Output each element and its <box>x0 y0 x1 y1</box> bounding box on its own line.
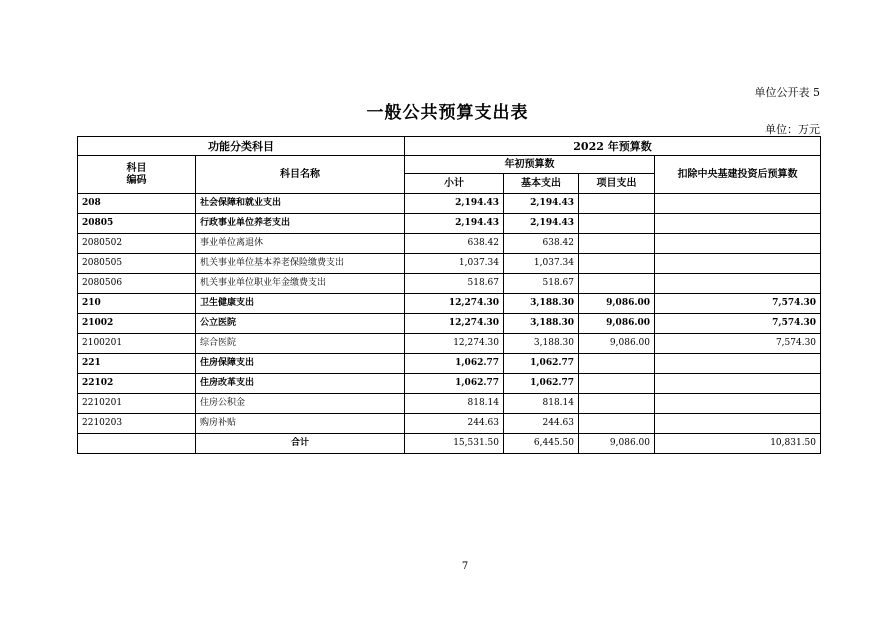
row-subtotal: 12,274.30 <box>405 294 504 314</box>
page-title: 一般公共预算支出表 <box>366 103 529 123</box>
subtotal-column-header: 小计 <box>405 174 504 194</box>
table-row <box>78 354 821 374</box>
total-deduct: 10,831.50 <box>655 434 821 454</box>
row-basic: 638.42 <box>504 234 579 254</box>
total-row <box>78 434 821 454</box>
code-column-header <box>78 156 196 194</box>
row-code: 21002 <box>78 314 196 334</box>
row-basic: 3,188.30 <box>504 334 579 354</box>
total-code-cell <box>78 434 196 454</box>
row-project <box>579 374 655 394</box>
code-header-line1: 科目 <box>126 162 147 174</box>
row-project <box>579 274 655 294</box>
row-name: 事业单位离退休 <box>196 234 405 254</box>
row-project: 9,086.00 <box>579 334 655 354</box>
row-subtotal: 1,062.77 <box>405 354 504 374</box>
basic-column-header: 基本支出 <box>504 174 579 194</box>
row-code: 2210203 <box>78 414 196 434</box>
project-column-header: 项目支出 <box>579 174 655 194</box>
row-project <box>579 254 655 274</box>
row-deduct <box>655 394 821 414</box>
row-project <box>579 414 655 434</box>
row-project: 9,086.00 <box>579 314 655 334</box>
row-project <box>579 394 655 414</box>
row-name: 机关事业单位基本养老保险缴费支出 <box>196 254 405 274</box>
row-name: 住房改革支出 <box>196 374 405 394</box>
row-deduct: 7,574.30 <box>655 294 821 314</box>
row-name: 行政事业单位养老支出 <box>196 214 405 234</box>
row-code: 20805 <box>78 214 196 234</box>
row-code: 2210201 <box>78 394 196 414</box>
row-subtotal: 2,194.43 <box>405 194 504 214</box>
row-code: 221 <box>78 354 196 374</box>
row-name: 购房补贴 <box>196 414 405 434</box>
deduct-column-header: 扣除中央基建投资后预算数 <box>655 156 821 194</box>
row-basic: 518.67 <box>504 274 579 294</box>
row-subtotal: 12,274.30 <box>405 314 504 334</box>
table-row <box>78 294 821 314</box>
row-basic: 3,188.30 <box>504 294 579 314</box>
table-row <box>78 254 821 274</box>
row-name: 住房公积金 <box>196 394 405 414</box>
row-basic: 1,062.77 <box>504 374 579 394</box>
code-header-line2: 编码 <box>126 174 147 186</box>
row-subtotal: 244.63 <box>405 414 504 434</box>
row-deduct: 7,574.30 <box>655 314 821 334</box>
row-code: 2080502 <box>78 234 196 254</box>
row-basic: 3,188.30 <box>504 314 579 334</box>
row-project <box>579 194 655 214</box>
func-class-header: 功能分类科目 <box>78 137 405 156</box>
row-subtotal: 818.14 <box>405 394 504 414</box>
row-basic: 818.14 <box>504 394 579 414</box>
table-row <box>78 334 821 354</box>
row-subtotal: 1,037.34 <box>405 254 504 274</box>
page-number: 7 <box>461 561 469 572</box>
row-name: 公立医院 <box>196 314 405 334</box>
row-deduct <box>655 234 821 254</box>
row-deduct <box>655 194 821 214</box>
table-row <box>78 274 821 294</box>
row-name: 机关事业单位职业年金缴费支出 <box>196 274 405 294</box>
table-row <box>78 374 821 394</box>
row-deduct <box>655 374 821 394</box>
row-code: 2100201 <box>78 334 196 354</box>
total-project: 9,086.00 <box>579 434 655 454</box>
row-deduct <box>655 354 821 374</box>
row-basic: 2,194.43 <box>504 194 579 214</box>
row-basic: 1,037.34 <box>504 254 579 274</box>
row-name: 社会保障和就业支出 <box>196 194 405 214</box>
table-row <box>78 194 821 214</box>
table-row <box>78 214 821 234</box>
table-row <box>78 314 821 334</box>
name-column-header: 科目名称 <box>196 156 405 194</box>
row-deduct <box>655 274 821 294</box>
row-project <box>579 214 655 234</box>
initial-budget-header: 年初预算数 <box>405 156 655 174</box>
row-name: 卫生健康支出 <box>196 294 405 314</box>
year-budget-header: 2022 年预算数 <box>405 137 821 156</box>
row-deduct <box>655 214 821 234</box>
row-project <box>579 354 655 374</box>
total-basic: 6,445.50 <box>504 434 579 454</box>
row-project: 9,086.00 <box>579 294 655 314</box>
row-name: 综合医院 <box>196 334 405 354</box>
row-basic: 244.63 <box>504 414 579 434</box>
row-name: 住房保障支出 <box>196 354 405 374</box>
unit-label: 单位：万元 <box>765 123 820 136</box>
row-deduct <box>655 254 821 274</box>
table-number-label: 单位公开表 5 <box>754 86 820 99</box>
row-subtotal: 518.67 <box>405 274 504 294</box>
row-code: 22102 <box>78 374 196 394</box>
row-code: 208 <box>78 194 196 214</box>
total-label: 合计 <box>196 434 405 454</box>
row-subtotal: 638.42 <box>405 234 504 254</box>
row-basic: 2,194.43 <box>504 214 579 234</box>
row-basic: 1,062.77 <box>504 354 579 374</box>
table-row <box>78 234 821 254</box>
row-subtotal: 12,274.30 <box>405 334 504 354</box>
budget-table <box>77 136 821 454</box>
row-project <box>579 234 655 254</box>
row-code: 2080506 <box>78 274 196 294</box>
row-subtotal: 1,062.77 <box>405 374 504 394</box>
row-subtotal: 2,194.43 <box>405 214 504 234</box>
row-code: 210 <box>78 294 196 314</box>
row-deduct <box>655 414 821 434</box>
table-row <box>78 394 821 414</box>
table-row <box>78 414 821 434</box>
row-code: 2080505 <box>78 254 196 274</box>
total-subtotal: 15,531.50 <box>405 434 504 454</box>
row-deduct: 7,574.30 <box>655 334 821 354</box>
